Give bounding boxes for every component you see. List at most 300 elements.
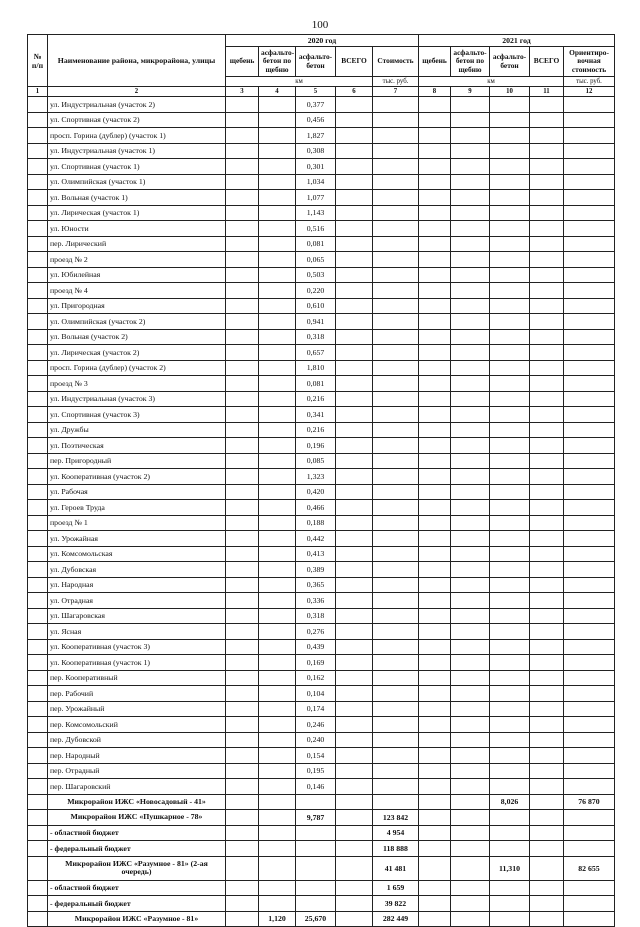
value-cell <box>451 252 490 268</box>
value-cell: 0,941 <box>296 314 336 330</box>
value-cell <box>259 112 296 128</box>
value-cell <box>259 329 296 345</box>
row-number-cell <box>28 438 48 454</box>
value-cell <box>530 267 564 283</box>
value-cell <box>373 298 419 314</box>
row-number-cell <box>28 236 48 252</box>
value-cell <box>530 880 564 896</box>
value-cell <box>336 732 373 748</box>
value-cell <box>530 810 564 826</box>
value-cell <box>259 655 296 671</box>
row-name-cell: пер. Шагаровский <box>48 779 226 795</box>
value-cell <box>336 562 373 578</box>
value-cell <box>226 143 259 159</box>
row-name-cell: ул. Лирическая (участок 1) <box>48 205 226 221</box>
value-cell <box>490 345 530 361</box>
value-cell <box>451 112 490 128</box>
value-cell: 0,657 <box>296 345 336 361</box>
value-cell <box>226 174 259 190</box>
value-cell <box>373 701 419 717</box>
value-cell <box>490 314 530 330</box>
year-2021-header: 2021 год <box>419 35 615 47</box>
value-cell <box>373 438 419 454</box>
table-row <box>28 438 615 454</box>
value-cell <box>336 717 373 733</box>
value-cell <box>259 531 296 547</box>
value-cell <box>530 314 564 330</box>
value-cell: 0,065 <box>296 252 336 268</box>
value-cell: 11,310 <box>490 856 530 880</box>
value-cell <box>226 159 259 175</box>
value-cell <box>530 143 564 159</box>
value-cell <box>226 896 259 912</box>
value-cell <box>451 407 490 423</box>
value-cell <box>419 422 451 438</box>
value-cell <box>419 825 451 841</box>
value-cell <box>490 624 530 640</box>
value-cell <box>259 896 296 912</box>
value-cell <box>419 159 451 175</box>
unit-km-2021: км <box>419 77 564 87</box>
row-number-cell <box>28 174 48 190</box>
row-name-cell: ул. Олимпийская (участок 2) <box>48 314 226 330</box>
value-cell <box>336 624 373 640</box>
value-cell: 118 888 <box>373 841 419 857</box>
value-cell <box>530 841 564 857</box>
value-cell <box>336 97 373 113</box>
value-cell <box>373 283 419 299</box>
value-cell: 0,246 <box>296 717 336 733</box>
value-cell <box>490 701 530 717</box>
value-cell <box>490 174 530 190</box>
value-cell <box>564 593 615 609</box>
row-number-cell <box>28 407 48 423</box>
value-cell <box>259 283 296 299</box>
value-cell <box>530 717 564 733</box>
row-name-cell: ул. Спортивная (участок 2) <box>48 112 226 128</box>
value-cell <box>259 686 296 702</box>
value-cell <box>259 391 296 407</box>
value-cell <box>530 896 564 912</box>
value-cell <box>451 453 490 469</box>
value-cell <box>564 546 615 562</box>
value-cell: 0,336 <box>296 593 336 609</box>
summary-row <box>28 856 615 880</box>
value-cell <box>373 469 419 485</box>
row-name-cell: пер. Отрадный <box>48 763 226 779</box>
value-cell <box>564 732 615 748</box>
value-cell <box>259 880 296 896</box>
value-cell <box>564 484 615 500</box>
value-cell <box>530 624 564 640</box>
value-cell: 0,195 <box>296 763 336 779</box>
value-cell <box>490 655 530 671</box>
value-cell <box>336 143 373 159</box>
row-number-cell <box>28 593 48 609</box>
value-cell <box>259 221 296 237</box>
table-row <box>28 143 615 159</box>
value-cell <box>336 763 373 779</box>
value-cell <box>336 407 373 423</box>
value-cell <box>226 732 259 748</box>
value-cell <box>226 469 259 485</box>
value-cell <box>226 763 259 779</box>
value-cell <box>336 593 373 609</box>
value-cell: 1,810 <box>296 360 336 376</box>
value-cell <box>564 577 615 593</box>
value-cell <box>336 546 373 562</box>
value-cell <box>490 205 530 221</box>
value-cell <box>373 515 419 531</box>
value-cell <box>336 391 373 407</box>
value-cell <box>226 391 259 407</box>
value-cell <box>490 159 530 175</box>
value-cell <box>373 345 419 361</box>
row-number-cell <box>28 112 48 128</box>
value-cell <box>336 639 373 655</box>
value-cell <box>259 701 296 717</box>
value-cell <box>564 686 615 702</box>
value-cell <box>373 608 419 624</box>
value-cell <box>419 562 451 578</box>
value-cell <box>336 500 373 516</box>
value-cell <box>564 422 615 438</box>
table-row <box>28 469 615 485</box>
value-cell <box>419 686 451 702</box>
value-cell <box>259 624 296 640</box>
row-number-cell <box>28 841 48 857</box>
value-cell <box>226 221 259 237</box>
value-cell <box>564 500 615 516</box>
value-cell <box>451 531 490 547</box>
row-name-cell: ул. Народная <box>48 577 226 593</box>
value-cell <box>530 655 564 671</box>
value-cell: 9,787 <box>296 810 336 826</box>
row-name-cell: проезд № 2 <box>48 252 226 268</box>
value-cell <box>419 608 451 624</box>
column-number: 8 <box>419 87 451 97</box>
value-cell: 0,503 <box>296 267 336 283</box>
value-cell <box>373 236 419 252</box>
row-name-cell: ул. Кооперативная (участок 2) <box>48 469 226 485</box>
value-cell <box>259 298 296 314</box>
value-cell: 25,670 <box>296 911 336 927</box>
value-cell <box>564 469 615 485</box>
row-number-cell <box>28 205 48 221</box>
value-cell <box>490 880 530 896</box>
value-cell <box>259 205 296 221</box>
value-cell: 0,413 <box>296 546 336 562</box>
column-number: 11 <box>530 87 564 97</box>
value-cell <box>336 236 373 252</box>
value-cell <box>336 748 373 764</box>
row-name-cell: Микрорайон ИЖС «Новосадовый - 41» <box>48 794 226 810</box>
value-cell <box>530 190 564 206</box>
value-cell <box>336 577 373 593</box>
value-cell <box>226 236 259 252</box>
value-cell <box>490 267 530 283</box>
value-cell <box>259 360 296 376</box>
value-cell <box>296 896 336 912</box>
value-cell: 0,466 <box>296 500 336 516</box>
value-cell <box>336 608 373 624</box>
value-cell <box>226 500 259 516</box>
value-cell <box>259 345 296 361</box>
value-cell <box>564 624 615 640</box>
value-cell <box>451 159 490 175</box>
value-cell <box>373 128 419 144</box>
table-row <box>28 624 615 640</box>
value-cell <box>336 159 373 175</box>
value-cell <box>336 345 373 361</box>
value-cell: 0,174 <box>296 701 336 717</box>
value-cell <box>490 453 530 469</box>
value-cell <box>259 438 296 454</box>
value-cell <box>419 856 451 880</box>
table-row <box>28 608 615 624</box>
value-cell: 123 842 <box>373 810 419 826</box>
row-number-cell <box>28 190 48 206</box>
value-cell: 1,034 <box>296 174 336 190</box>
table-row <box>28 221 615 237</box>
y2-col-header: асфальто-бетон по щебню <box>451 47 490 77</box>
value-cell <box>564 531 615 547</box>
value-cell <box>336 205 373 221</box>
column-number: 2 <box>48 87 226 97</box>
value-cell <box>373 655 419 671</box>
value-cell <box>226 880 259 896</box>
value-cell <box>530 438 564 454</box>
value-cell <box>490 112 530 128</box>
value-cell <box>373 484 419 500</box>
value-cell <box>419 174 451 190</box>
value-cell <box>336 655 373 671</box>
value-cell <box>564 298 615 314</box>
value-cell <box>564 159 615 175</box>
row-name-cell: ул. Дружбы <box>48 422 226 438</box>
value-cell <box>259 174 296 190</box>
value-cell <box>451 655 490 671</box>
value-cell <box>226 624 259 640</box>
table-row <box>28 484 615 500</box>
value-cell <box>373 546 419 562</box>
value-cell <box>336 484 373 500</box>
value-cell <box>296 794 336 810</box>
column-number: 6 <box>336 87 373 97</box>
value-cell <box>419 469 451 485</box>
value-cell <box>419 546 451 562</box>
value-cell <box>564 779 615 795</box>
value-cell <box>336 531 373 547</box>
value-cell: 0,341 <box>296 407 336 423</box>
value-cell <box>419 717 451 733</box>
value-cell <box>490 128 530 144</box>
value-cell <box>419 407 451 423</box>
value-cell: 76 870 <box>564 794 615 810</box>
table-row <box>28 128 615 144</box>
value-cell: 0,162 <box>296 670 336 686</box>
value-cell: 0,365 <box>296 577 336 593</box>
row-number-cell <box>28 717 48 733</box>
value-cell <box>530 562 564 578</box>
y2-col-header: асфальто-бетон <box>490 47 530 77</box>
value-cell <box>373 500 419 516</box>
value-cell <box>336 686 373 702</box>
summary-row <box>28 794 615 810</box>
value-cell <box>564 810 615 826</box>
summary-row <box>28 810 615 826</box>
value-cell <box>451 190 490 206</box>
value-cell <box>530 453 564 469</box>
value-cell <box>419 484 451 500</box>
value-cell <box>259 236 296 252</box>
value-cell <box>373 360 419 376</box>
value-cell <box>226 314 259 330</box>
value-cell <box>373 639 419 655</box>
value-cell <box>336 376 373 392</box>
value-cell <box>564 267 615 283</box>
value-cell <box>259 810 296 826</box>
value-cell <box>451 639 490 655</box>
column-number: 7 <box>373 87 419 97</box>
row-name-cell: - федеральный бюджет <box>48 896 226 912</box>
value-cell <box>419 345 451 361</box>
row-name-cell: ул. Ясная <box>48 624 226 640</box>
table-row <box>28 779 615 795</box>
value-cell <box>419 732 451 748</box>
value-cell <box>490 438 530 454</box>
table-row <box>28 190 615 206</box>
value-cell <box>419 810 451 826</box>
value-cell <box>336 880 373 896</box>
value-cell <box>259 376 296 392</box>
column-number: 10 <box>490 87 530 97</box>
summary-row <box>28 911 615 927</box>
value-cell: 0,220 <box>296 283 336 299</box>
value-cell <box>490 779 530 795</box>
value-cell <box>530 422 564 438</box>
value-cell <box>419 841 451 857</box>
value-cell <box>419 298 451 314</box>
row-number-cell <box>28 329 48 345</box>
value-cell <box>419 112 451 128</box>
value-cell <box>373 577 419 593</box>
value-cell <box>259 546 296 562</box>
row-name-cell: ул. Вольная (участок 2) <box>48 329 226 345</box>
value-cell <box>226 376 259 392</box>
value-cell <box>226 438 259 454</box>
value-cell <box>336 841 373 857</box>
row-name-cell: ул. Индустриальная (участок 2) <box>48 97 226 113</box>
table-row <box>28 205 615 221</box>
value-cell <box>419 779 451 795</box>
value-cell: 0,216 <box>296 422 336 438</box>
table-row <box>28 655 615 671</box>
table-row <box>28 329 615 345</box>
value-cell <box>490 252 530 268</box>
value-cell <box>490 763 530 779</box>
value-cell <box>373 252 419 268</box>
value-cell: 0,420 <box>296 484 336 500</box>
value-cell <box>259 314 296 330</box>
value-cell <box>419 911 451 927</box>
table-row <box>28 345 615 361</box>
value-cell <box>226 531 259 547</box>
value-cell: 0,439 <box>296 639 336 655</box>
value-cell: 0,308 <box>296 143 336 159</box>
value-cell <box>530 469 564 485</box>
value-cell <box>226 453 259 469</box>
value-cell <box>451 174 490 190</box>
value-cell <box>419 190 451 206</box>
value-cell <box>336 438 373 454</box>
value-cell <box>564 221 615 237</box>
row-name-cell: ул. Пригородная <box>48 298 226 314</box>
value-cell <box>259 159 296 175</box>
table-row <box>28 670 615 686</box>
value-cell <box>530 701 564 717</box>
value-cell <box>564 701 615 717</box>
table-row <box>28 593 615 609</box>
row-number-cell <box>28 345 48 361</box>
row-number-cell <box>28 856 48 880</box>
value-cell: 82 655 <box>564 856 615 880</box>
row-number-cell <box>28 825 48 841</box>
row-number-cell <box>28 794 48 810</box>
value-cell <box>451 577 490 593</box>
value-cell <box>419 252 451 268</box>
row-number-cell <box>28 314 48 330</box>
value-cell <box>373 407 419 423</box>
value-cell <box>259 562 296 578</box>
value-cell <box>336 360 373 376</box>
value-cell <box>373 159 419 175</box>
value-cell <box>451 810 490 826</box>
value-cell <box>226 329 259 345</box>
value-cell <box>451 469 490 485</box>
row-name-cell: пер. Дубовской <box>48 732 226 748</box>
value-cell <box>226 841 259 857</box>
value-cell <box>419 670 451 686</box>
value-cell <box>373 732 419 748</box>
value-cell <box>451 748 490 764</box>
value-cell <box>490 391 530 407</box>
value-cell <box>564 670 615 686</box>
value-cell <box>419 360 451 376</box>
value-cell <box>564 453 615 469</box>
value-cell <box>419 515 451 531</box>
value-cell <box>564 717 615 733</box>
row-number-cell <box>28 896 48 912</box>
value-cell <box>451 97 490 113</box>
value-cell <box>226 267 259 283</box>
y1-col-header: асфальто-бетон <box>296 47 336 77</box>
table-row <box>28 267 615 283</box>
row-name-cell: ул. Героев Труда <box>48 500 226 516</box>
value-cell: 0,169 <box>296 655 336 671</box>
value-cell <box>373 329 419 345</box>
value-cell: 0,104 <box>296 686 336 702</box>
value-cell <box>490 531 530 547</box>
value-cell: 1,120 <box>259 911 296 927</box>
table-row <box>28 112 615 128</box>
value-cell <box>226 779 259 795</box>
row-name-cell: ул. Юности <box>48 221 226 237</box>
value-cell <box>451 880 490 896</box>
value-cell <box>373 453 419 469</box>
value-cell <box>530 686 564 702</box>
value-cell: 0,301 <box>296 159 336 175</box>
